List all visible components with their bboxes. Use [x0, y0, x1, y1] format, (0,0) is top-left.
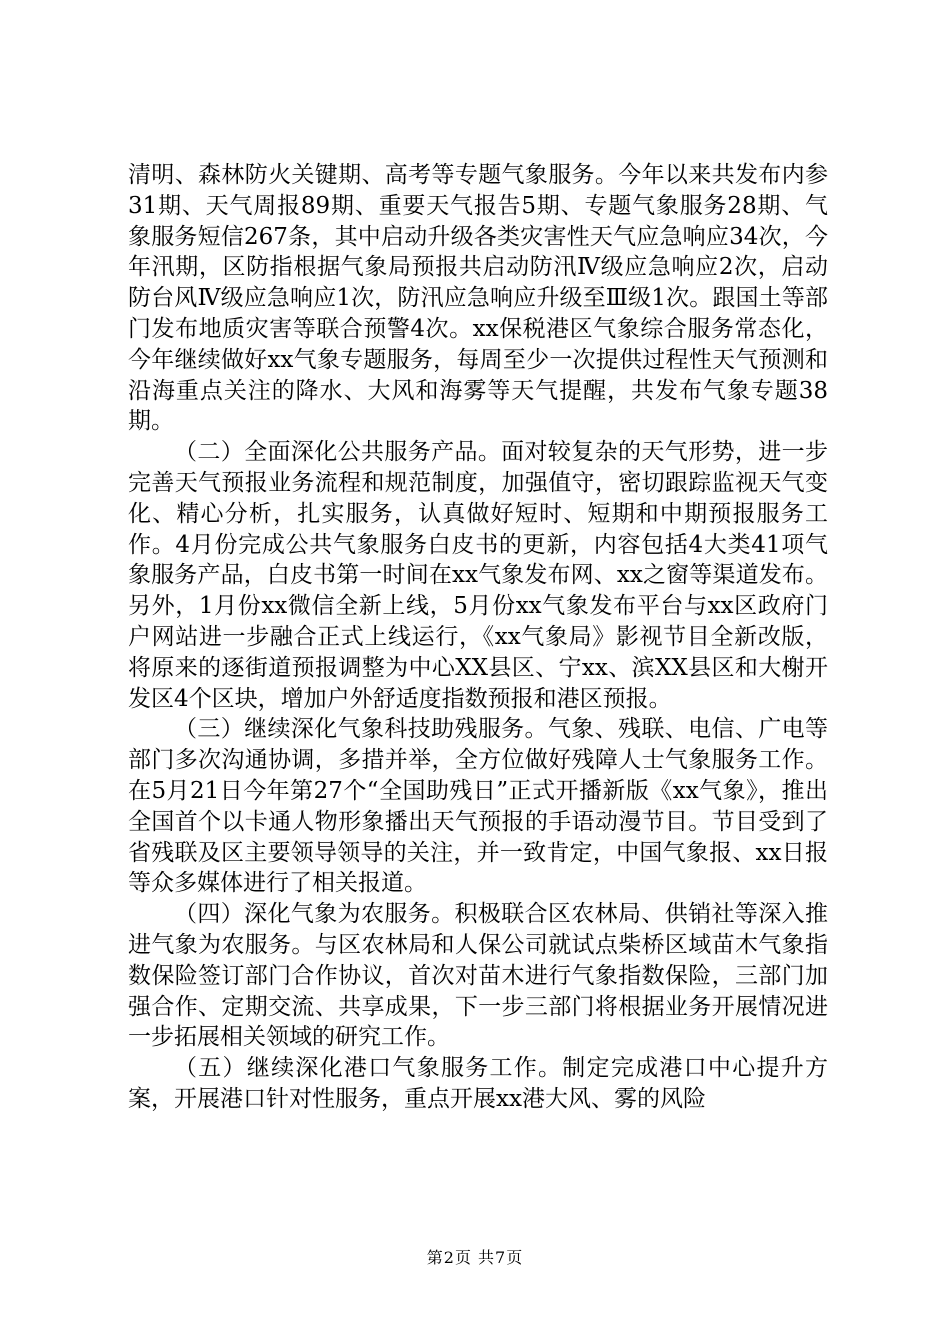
paragraph-public-service-products: （二）全面深化公共服务产品。面对较复杂的天气形势，进一步完善天气预报业务流程和规范制度，加强值守，密切跟踪监视天气变化、精心分析，扎实服务，认真做好短时、短期和中期预报服务工作。4月份完成公共气象服务白皮书的更新，内容包括4大类41项气象服务产品，白皮书第一时间在xx气象发布网、xx之窗等渠道发布。另外，1月份xx微信全新上线，5月份xx气象发布平台与xx区政府门户网站进一步融合正式上线运行，《xx气象局》影视节目全新改版，将原来的逐街道预报调整为中心XX县区、宁xx、滨XX县区和大榭开发区4个区块，增加户外舒适度指数预报和港区预报。	[128, 439, 828, 712]
page-number-footer: 第2页 共7页	[426, 1248, 524, 1267]
document-body	[128, 160, 828, 1115]
paragraph-weather-services: 清明、森林防火关键期、高考等专题气象服务。今年以来共发布内参31期、天气周报89期、重要天气报告5期、专题气象服务28期、气象服务短信267条，其中启动升级各类灾害性天气应急响应34次，今年汛期，区防指根据气象局预报共启动防汛Ⅳ级应急响应2次，启动防台风Ⅳ级应急响应1次，防汛应急响应升级至Ⅲ级1次。跟国土等部门发布地质灾害等联合预警4次。xx保税港区气象综合服务常态化，今年继续做好xx气象专题服务，每周至少一次提供过程性天气预测和沿海重点关注的降水、大风和海雾等天气提醒，共发布气象专题38期。	[128, 162, 828, 435]
paragraph-agriculture-services: （四）深化气象为农服务。积极联合区农林局、供销社等深入推进气象为农服务。与区农林局和人保公司就试点柴桥区域苗木气象指数保险签订部门合作协议，首次对苗木进行气象指数保险，三部门加强合作、定期交流、共享成果，下一步三部门将根据业务开展情况进一步拓展相关领域的研究工作。	[128, 901, 828, 1051]
paragraph-disability-services: （三）继续深化气象科技助残服务。气象、残联、电信、广电等部门多次沟通协调，多措并举，全方位做好残障人士气象服务工作。在5月21日今年第27个“全国助残日”正式开播新版《xx气象》，推出全国首个以卡通人物形象播出天气预报的手语动漫节目。节目受到了省残联及区主要领导领导的关注，并一致肯定，中国气象报、xx日报等众多媒体进行了相关报道。	[128, 716, 828, 897]
paragraph-port-services: （五）继续深化港口气象服务工作。制定完成港口中心提升方案，开展港口针对性服务，重点开展xx港大风、雾的风险	[128, 1055, 828, 1112]
